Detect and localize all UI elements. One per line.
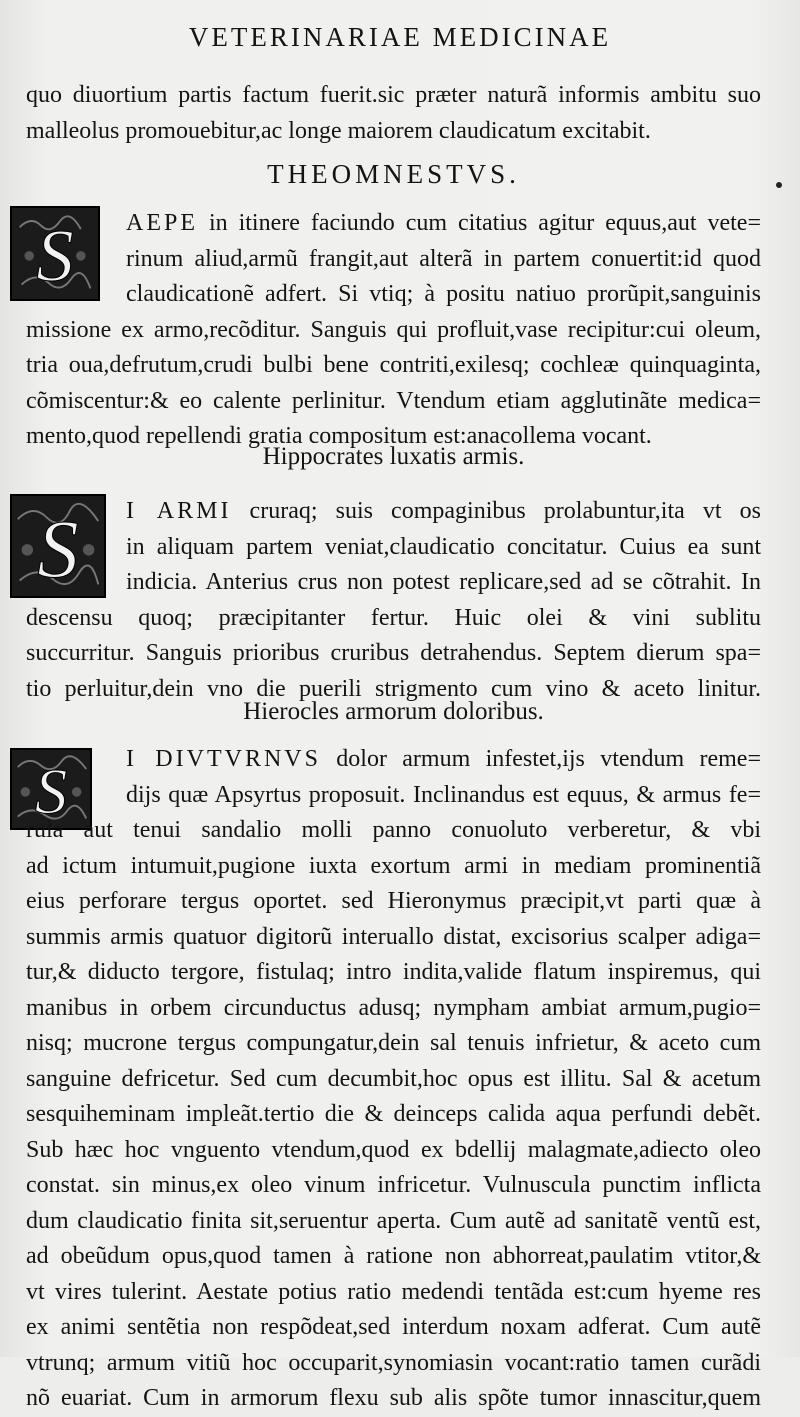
lead-capitals: I DIVTVRNVS: [126, 746, 321, 772]
text-line: I DIVTVRNVS dolor armum infestet,ijs vtendum reme=: [126, 746, 761, 772]
paragraph-hierocles: [26, 742, 761, 1417]
paragraph-hippocrates: [26, 494, 761, 707]
text-line: nisq; mucrone tergus compungatur,dein sal tenuis infrietur, & aceto cum: [26, 1030, 761, 1056]
text-line: ad obeũdum opus,quod tamen à ratione non abhorreat,paulatim vtitor,&: [26, 1243, 761, 1269]
text-line: sesquiheminam impleãt.tertio die & deinceps calida aqua perfundi debẽt.: [26, 1101, 761, 1127]
text-line: AEPE in itinere faciundo cum citatius agitur equus,aut vete=: [126, 210, 761, 236]
text-line: tio perluitur,dein vno die puerili strigmento cum vino & aceto linitur.: [26, 675, 761, 702]
text-line: Sub hæc hoc vnguento vtendum,quod ex bdellij malagmate,adiecto oleo: [26, 1136, 761, 1163]
text-line: vtrunq; armum vitiũ hoc occuparit,synomiasin vocant:ratio tamen curãdi: [26, 1349, 761, 1376]
svg-text:S: S: [36, 215, 74, 298]
text-line: manibus in orbem circunductus adusq; nympham ambiat armum,pugio=: [26, 994, 761, 1021]
text-line: mento,quod repellendi gratia compositum est:anacollema vocant.: [26, 423, 652, 449]
text-line: constat. sin minus,ex oleo vinum infricetur. Vulnuscula punctim inflicta: [26, 1172, 761, 1198]
text-line: in aliquam partem veniat,claudicatio concitatur. Cuius ea sunt: [126, 533, 761, 560]
margin-mark: [776, 182, 782, 188]
text-line: ad ictum intumuit,pugione iuxta exortum armi in mediam prominentiã: [26, 852, 761, 879]
text-line: summis armis quatuor digitorũ interuallo distat, excisorius scalper adiga=: [26, 923, 761, 950]
text-line: missione ex armo,recõditur. Sanguis qui profluit,vase recipitur:cui oleum,: [26, 316, 761, 343]
section-theomnestus: [26, 154, 761, 194]
text-line: indicia. Anterius crus non potest replicare,sed ad se cõtrahit. In: [126, 569, 761, 595]
text-line: quo diuortium partis factum fuerit.sic præter naturã informis ambitu suo: [26, 82, 761, 108]
text-line: dijs quæ Apsyrtus proposuit. Inclinandus est equus, & armus fe=: [126, 781, 761, 808]
paragraph-theomnestus: [26, 206, 761, 455]
text-line: tria oua,defrutum,crudi bulbi bene contriti,exilesq; cochleæ quinquaginta,: [26, 352, 761, 378]
svg-text:S: S: [37, 503, 79, 595]
text-line: nõ euariat. Cum in armorum flexu sub alis spõte tumor innascitur,quem: [26, 1385, 761, 1411]
section-hierocles: [26, 692, 761, 732]
text-line: eius perforare tergus oportet. sed Hieronymus præcipit,vt parti quæ à: [26, 888, 761, 914]
section-heading: Hippocrates luxatis armis.: [262, 443, 525, 470]
text-line: tur,& diducto tergore, fistulaq; intro indita,valide flatum inspiremus, qui: [26, 959, 761, 985]
text-line: rula aut tenui sandalio molli panno conuoluto verberetur, & vbi: [26, 817, 761, 843]
text-line: cõmiscentur:& eo calente perlinitur. Vtendum etiam agglutinãte medica=: [26, 387, 761, 414]
text-line: descensu quoq; præcipitanter fertur. Huic olei & vini sublitu: [26, 604, 761, 631]
section-hippocrates: [26, 437, 761, 477]
text-line: I ARMI cruraq; suis compaginibus prolabuntur,ita vt os: [126, 498, 761, 524]
text-line: vt vires tulerint. Aestate potius ratio medendi tentãda est:cum hyeme res: [26, 1278, 761, 1305]
text-line: claudicationẽ adfert. Si vtiq; à positu natiuo prorũpit,sanguinis: [126, 281, 761, 307]
lead-capitals: I ARMI: [126, 498, 232, 524]
text-line: rinum aliud,armũ frangit,aut alterã in partem conuertit:id quod: [126, 245, 761, 272]
intro-paragraph: [26, 78, 761, 149]
text-line: dum claudicatio finita sit,seruentur aperta. Cum autẽ ad sanitatẽ ventũ est,: [26, 1207, 761, 1234]
lead-capitals: AEPE: [126, 210, 198, 236]
text-line: succurritur. Sanguis prioribus cruribus detrahendus. Septem dierum spa=: [26, 640, 761, 666]
text-line: ex animi sentẽtia non respõdeat,sed interdum noxam adferat. Cum autẽ: [26, 1314, 761, 1340]
svg-text:S: S: [34, 754, 68, 827]
text-line: malleolus promouebitur,ac longe maiorem claudicatum excitabit.: [26, 117, 651, 144]
section-heading: Hierocles armorum doloribus.: [243, 698, 544, 725]
section-heading: THEOMNESTVS.: [267, 159, 520, 189]
running-head: VETERINARIAE MEDICINAE: [188, 22, 612, 52]
text-line: sanguine defricetur. Sed cum decumbit,hoc opus est illitu. Sal & acetum: [26, 1065, 761, 1092]
